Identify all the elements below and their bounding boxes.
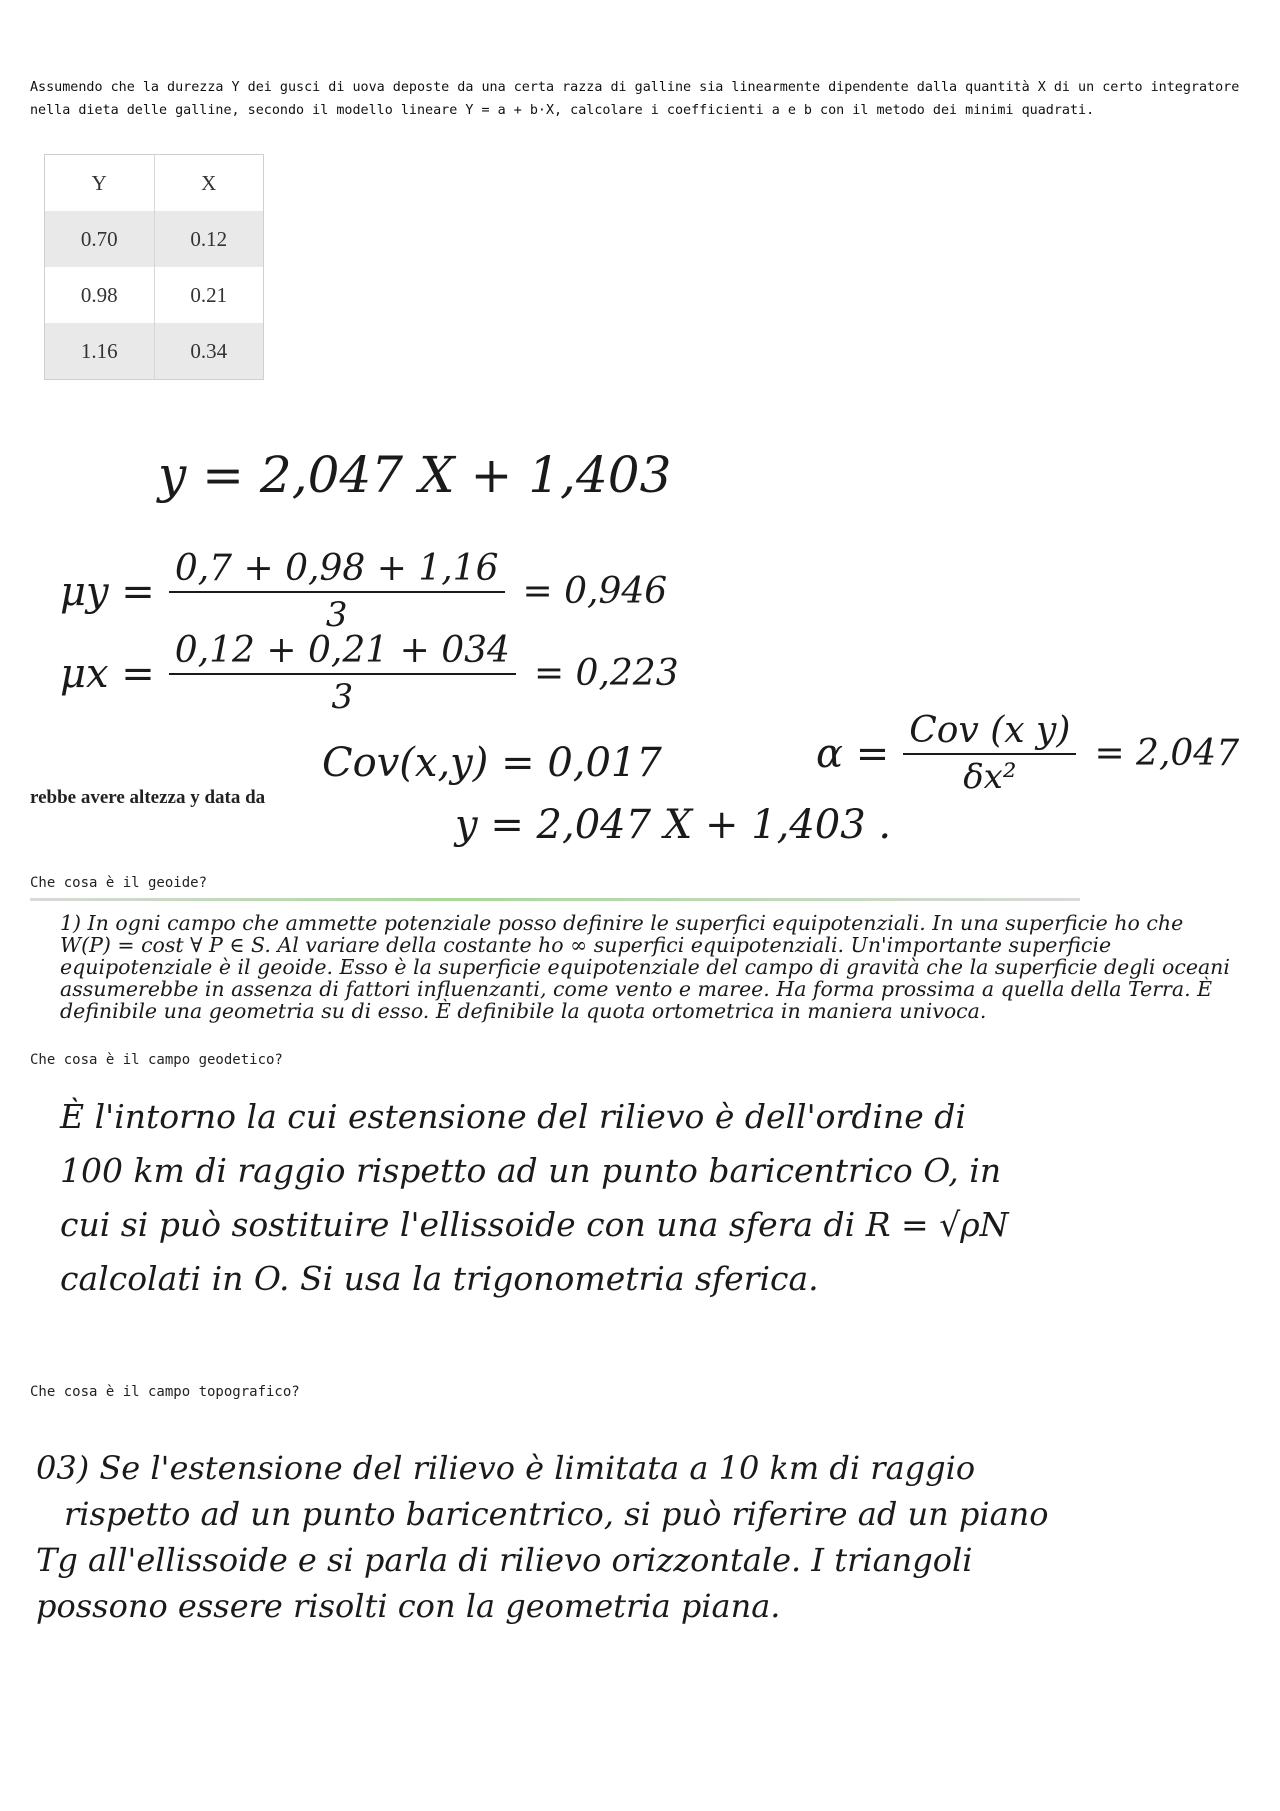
- question-campo-geodetico: Che cosa è il campo geodetico?: [30, 1052, 283, 1068]
- mean-y-numerator: 0,7 + 0,98 + 1,16: [174, 548, 499, 589]
- alpha-numerator: Cov (x y): [909, 710, 1071, 751]
- problem-statement: Assumendo che la durezza Y dei gusci di uova deposte da una certa razza di galline sia linearmente dipendente dalla quantità X di un certo integratore nella dieta delle galline, secondo il modello lineare Y = a + b·X, calcolare i coefficienti a e b con il metodo dei minimi quadrati.: [30, 80, 1240, 118]
- cell-x: 0.12: [190, 226, 228, 251]
- cut-off-text: rebbe avere altezza y data da: [30, 787, 266, 808]
- alpha-label: α =: [816, 730, 890, 777]
- cell-y: 0.70: [45, 211, 155, 267]
- data-table: [44, 154, 264, 380]
- cell-y: 0.98: [45, 267, 155, 323]
- fraction-bar: [169, 673, 516, 675]
- cell-x: 0.21: [190, 282, 228, 307]
- answer-line: possono essere risolti con la geometria piana.: [36, 1587, 781, 1625]
- fraction-bar: [169, 591, 505, 593]
- mean-x-result: = 0,223: [533, 653, 679, 694]
- table-row: [45, 267, 264, 323]
- alpha-result: = 2,047: [1094, 733, 1240, 774]
- alpha-fraction: [903, 710, 1076, 797]
- mean-x-fraction: [169, 630, 516, 717]
- fraction-bar: [903, 753, 1076, 755]
- answer-line: cui si può sostituire l'ellissoide con una sfera di R = √ρN: [60, 1205, 1009, 1244]
- question-geoide: Che cosa è il geoide?: [30, 875, 208, 891]
- question-campo-topografico: Che cosa è il campo topografico?: [30, 1384, 300, 1400]
- cell-x: 0.34: [190, 338, 228, 363]
- table-header-row: [45, 155, 264, 212]
- mean-x-numerator: 0,12 + 0,21 + 034: [174, 630, 510, 671]
- answer-campo-topografico: [36, 1445, 1049, 1629]
- mean-y-denominator: 3: [325, 595, 348, 635]
- answer-geoide: 1) In ogni campo che ammette potenziale posso definire le superfici equipotenziali. In una superficie ho che W(P) = cost ∀ P ∈ S. Al variare della costante ho ∞ superfici equipotenziali. Un'importante superficie equipotenziale è il geoide. Esso è la superficie equipotenziale del campo di gravità che la superficie degli oceani assumerebbe in assenza di fattori influenzanti, come vento e maree. Ha forma prossima a quella della Terra. È definibile una geometria su di esso. È definibile la quota ortometrica in maniera univoca.: [60, 911, 1230, 1023]
- answer-line: È l'intorno la cui estensione del rilievo è dell'ordine di: [60, 1097, 966, 1136]
- table-row: [45, 323, 264, 380]
- regression-equation: y = 2,047 X + 1,403: [158, 446, 672, 504]
- answer-campo-geodetico: [60, 1090, 1009, 1306]
- mean-x-formula: [60, 630, 679, 717]
- mean-y-label: μy =: [60, 568, 155, 615]
- mean-x-denominator: 3: [331, 677, 354, 717]
- divider-line: [30, 898, 1080, 901]
- header-y: Y: [45, 155, 155, 212]
- cell-y: 1.16: [45, 323, 155, 380]
- answer-line: rispetto ad un punto baricentrico, si può riferire ad un piano: [64, 1495, 1049, 1533]
- covariance: Cov(x,y) = 0,017: [322, 740, 662, 786]
- answer-line: 100 km di raggio rispetto ad un punto baricentrico O, in: [60, 1151, 1002, 1190]
- answer-line: 03) Se l'estensione del rilievo è limitata a 10 km di raggio: [36, 1449, 976, 1487]
- table-row: [45, 211, 264, 267]
- alpha-formula: [816, 710, 1239, 797]
- mean-y-fraction: [169, 548, 505, 635]
- mean-y-formula: [60, 548, 667, 635]
- header-x: X: [201, 170, 217, 195]
- mean-x-label: μx =: [60, 650, 155, 697]
- answer-line: calcolati in O. Si usa la trigonometria sferica.: [60, 1259, 819, 1298]
- mean-y-result: = 0,946: [522, 571, 668, 612]
- answer-line: Tg all'ellissoide e si parla di rilievo orizzontale. I triangoli: [36, 1541, 973, 1579]
- final-equation: y = 2,047 X + 1,403 .: [455, 802, 892, 848]
- alpha-denominator: δx²: [963, 757, 1017, 797]
